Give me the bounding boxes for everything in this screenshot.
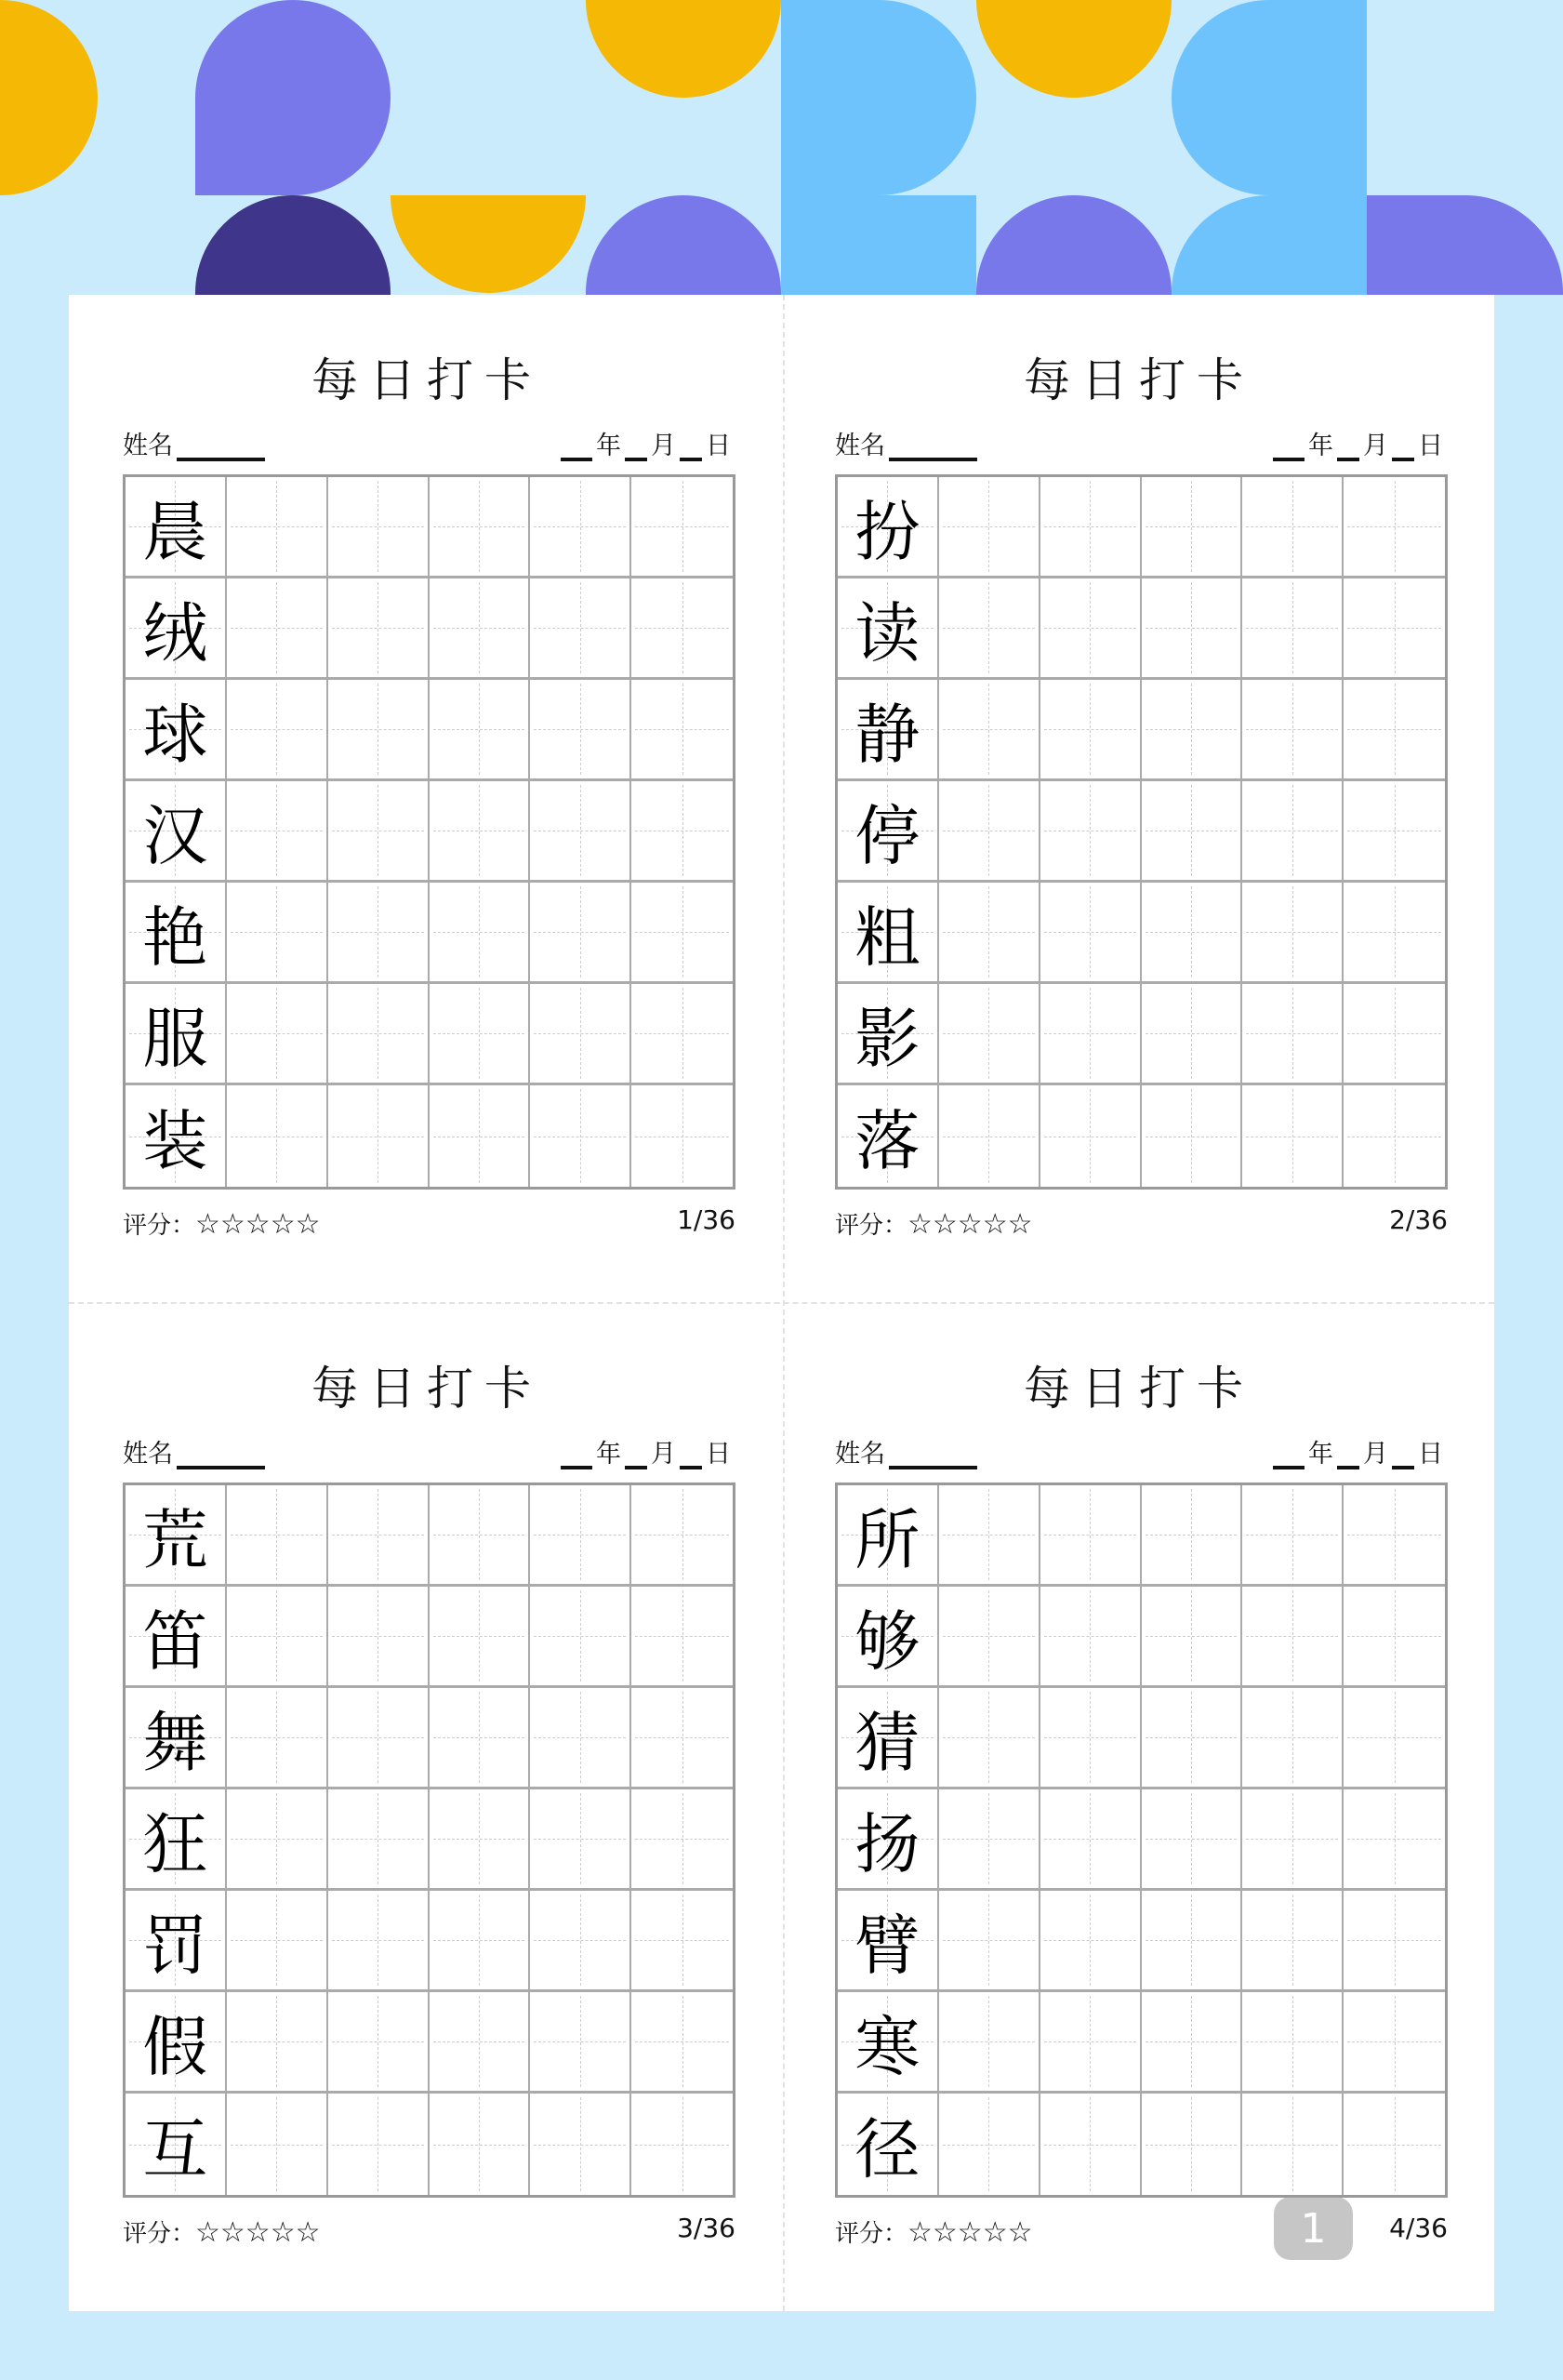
name-blank bbox=[889, 1442, 977, 1469]
grid-cell bbox=[328, 883, 430, 984]
decor-shape bbox=[586, 195, 781, 295]
day-blank bbox=[1392, 433, 1414, 461]
decor-shape bbox=[195, 0, 391, 195]
grid-cell bbox=[1040, 883, 1142, 984]
grid-cell bbox=[430, 781, 531, 883]
sheet-title: 每日打卡 bbox=[1024, 1362, 1254, 1416]
star-rating-icon: ☆☆☆☆☆ bbox=[907, 2216, 1033, 2249]
grid-cell bbox=[430, 883, 531, 984]
grid-cell bbox=[430, 1688, 531, 1789]
year-blank bbox=[1273, 433, 1305, 461]
score-row bbox=[123, 1206, 321, 1241]
grid-cell bbox=[1040, 2094, 1142, 2195]
grid-cell bbox=[1242, 1085, 1344, 1187]
sheet-title: 每日打卡 bbox=[311, 1362, 542, 1416]
grid-cell bbox=[631, 1789, 733, 1891]
month-blank bbox=[625, 433, 647, 461]
grid-cell bbox=[1142, 1485, 1243, 1587]
name-blank bbox=[177, 1442, 265, 1469]
grid-cell bbox=[1242, 883, 1344, 984]
name-label: 姓名 bbox=[835, 432, 885, 460]
score-row bbox=[835, 2214, 1033, 2249]
grid-cell bbox=[631, 1992, 733, 2094]
practice-sheet bbox=[783, 295, 1495, 1302]
grid-cell bbox=[838, 1688, 939, 1789]
grid-cell bbox=[328, 578, 430, 680]
model-character: 臂 bbox=[854, 1907, 921, 1984]
model-character: 落 bbox=[854, 1103, 921, 1179]
grid-cell bbox=[1040, 1789, 1142, 1891]
star-rating-icon: ☆☆☆☆☆ bbox=[195, 1208, 321, 1241]
star-rating-icon: ☆☆☆☆☆ bbox=[195, 2216, 321, 2249]
name-field bbox=[835, 425, 981, 461]
page-number: 1/36 bbox=[677, 1204, 735, 1235]
decor-shape bbox=[781, 195, 976, 295]
grid-cell bbox=[328, 984, 430, 1085]
grid-cell bbox=[530, 1891, 631, 1992]
date-field bbox=[1269, 1433, 1443, 1469]
grid-cell bbox=[227, 984, 328, 1085]
grid-cell bbox=[1040, 1485, 1142, 1587]
grid-cell bbox=[1142, 1891, 1243, 1992]
grid-cell bbox=[1242, 984, 1344, 1085]
grid-cell bbox=[939, 1485, 1040, 1587]
year-blank bbox=[561, 1442, 592, 1469]
sheet-title: 每日打卡 bbox=[1024, 353, 1254, 407]
grid-cell bbox=[530, 1688, 631, 1789]
practice-sheet bbox=[783, 1303, 1495, 2310]
grid-cell bbox=[430, 984, 531, 1085]
grid-cell bbox=[631, 781, 733, 883]
grid-cell bbox=[838, 2094, 939, 2195]
grid-cell bbox=[631, 1085, 733, 1187]
score-row bbox=[123, 2214, 321, 2249]
grid-cell bbox=[1344, 1485, 1445, 1587]
image-counter-badge[interactable]: 1 bbox=[1274, 2197, 1353, 2260]
grid-cell bbox=[1344, 984, 1445, 1085]
grid-cell bbox=[1142, 1789, 1243, 1891]
grid-cell bbox=[530, 883, 631, 984]
month-blank bbox=[625, 1442, 647, 1469]
grid-cell bbox=[939, 2094, 1040, 2195]
grid-cell bbox=[1142, 1587, 1243, 1688]
grid-cell bbox=[430, 477, 531, 578]
grid-cell bbox=[126, 1485, 227, 1587]
grid-cell bbox=[838, 883, 939, 984]
grid-cell bbox=[939, 781, 1040, 883]
decor-shape bbox=[976, 195, 1172, 295]
grid-cell bbox=[1344, 477, 1445, 578]
grid-cell bbox=[1242, 1688, 1344, 1789]
grid-cell bbox=[126, 1085, 227, 1187]
grid-cell bbox=[227, 1891, 328, 1992]
decor-shape bbox=[976, 0, 1172, 98]
grid-cell bbox=[631, 578, 733, 680]
grid-cell bbox=[430, 1992, 531, 2094]
day-blank bbox=[680, 433, 702, 461]
grid-cell bbox=[328, 781, 430, 883]
grid-cell bbox=[227, 1789, 328, 1891]
grid-cell bbox=[328, 680, 430, 781]
grid-cell bbox=[227, 2094, 328, 2195]
grid-cell bbox=[1344, 1085, 1445, 1187]
day-label: 日 bbox=[706, 1440, 731, 1469]
model-character: 笛 bbox=[142, 1602, 208, 1680]
grid-cell bbox=[939, 477, 1040, 578]
grid-cell bbox=[631, 680, 733, 781]
grid-cell bbox=[631, 984, 733, 1085]
name-field bbox=[123, 1433, 269, 1469]
grid-cell bbox=[838, 1485, 939, 1587]
grid-cell bbox=[430, 1789, 531, 1891]
model-character: 球 bbox=[142, 696, 208, 773]
grid-cell bbox=[1040, 1085, 1142, 1187]
grid-cell bbox=[1142, 883, 1243, 984]
model-character: 猜 bbox=[854, 1704, 921, 1781]
month-blank bbox=[1337, 1442, 1359, 1469]
grid-cell bbox=[838, 1587, 939, 1688]
name-blank bbox=[889, 433, 977, 461]
model-character: 所 bbox=[854, 1501, 921, 1578]
model-character: 读 bbox=[854, 594, 921, 671]
model-character: 荒 bbox=[142, 1501, 208, 1578]
grid-cell bbox=[126, 1992, 227, 2094]
grid-cell bbox=[838, 1789, 939, 1891]
grid-cell bbox=[939, 680, 1040, 781]
grid-cell bbox=[126, 680, 227, 781]
name-label: 姓名 bbox=[123, 1440, 173, 1469]
grid-cell bbox=[1242, 680, 1344, 781]
score-label: 评分： bbox=[123, 2220, 196, 2248]
decor-shape bbox=[195, 195, 391, 295]
grid-cell bbox=[1040, 680, 1142, 781]
grid-cell bbox=[328, 1891, 430, 1992]
model-character: 假 bbox=[142, 2008, 208, 2085]
name-field bbox=[123, 425, 269, 461]
grid-cell bbox=[227, 1587, 328, 1688]
grid-cell bbox=[530, 680, 631, 781]
grid-cell bbox=[430, 1891, 531, 1992]
name-field bbox=[835, 1433, 981, 1469]
date-field bbox=[557, 1433, 731, 1469]
date-field bbox=[1269, 425, 1443, 461]
grid-cell bbox=[631, 1587, 733, 1688]
grid-cell bbox=[838, 1992, 939, 2094]
page-number: 3/36 bbox=[677, 2213, 735, 2243]
grid-cell bbox=[939, 1992, 1040, 2094]
grid-cell bbox=[530, 1085, 631, 1187]
day-label: 日 bbox=[1418, 432, 1443, 460]
grid-cell bbox=[126, 1891, 227, 1992]
grid-cell bbox=[328, 1485, 430, 1587]
grid-cell bbox=[328, 1992, 430, 2094]
grid-cell bbox=[631, 1485, 733, 1587]
page-number: 4/36 bbox=[1389, 2213, 1448, 2243]
grid-cell bbox=[1142, 2094, 1243, 2195]
grid-cell bbox=[1242, 2094, 1344, 2195]
grid-cell bbox=[227, 883, 328, 984]
grid-cell bbox=[126, 578, 227, 680]
model-character: 寒 bbox=[854, 2008, 921, 2085]
decor-shape bbox=[1172, 0, 1367, 195]
decor-shape bbox=[1367, 195, 1563, 295]
grid-cell bbox=[227, 578, 328, 680]
grid-cell bbox=[838, 984, 939, 1085]
grid-cell bbox=[838, 781, 939, 883]
model-character: 绒 bbox=[142, 594, 208, 671]
grid-cell bbox=[1142, 477, 1243, 578]
decor-shape bbox=[0, 0, 98, 195]
grid-cell bbox=[631, 477, 733, 578]
grid-cell bbox=[1242, 1992, 1344, 2094]
grid-cell bbox=[1142, 680, 1243, 781]
model-character: 停 bbox=[854, 797, 921, 874]
practice-sheet bbox=[71, 1303, 783, 2310]
model-character: 舞 bbox=[142, 1704, 208, 1781]
grid-cell bbox=[430, 578, 531, 680]
grid-cell bbox=[838, 1085, 939, 1187]
grid-cell bbox=[1242, 578, 1344, 680]
grid-cell bbox=[1344, 2094, 1445, 2195]
writing-grid bbox=[835, 474, 1448, 1190]
grid-cell bbox=[227, 781, 328, 883]
model-character: 服 bbox=[142, 1000, 208, 1077]
month-label: 月 bbox=[1363, 432, 1388, 460]
grid-cell bbox=[1344, 1688, 1445, 1789]
grid-cell bbox=[227, 477, 328, 578]
grid-cell bbox=[1040, 578, 1142, 680]
star-rating-icon: ☆☆☆☆☆ bbox=[907, 1208, 1033, 1241]
grid-cell bbox=[838, 578, 939, 680]
grid-cell bbox=[227, 680, 328, 781]
model-character: 狂 bbox=[142, 1805, 208, 1882]
grid-cell bbox=[1142, 1085, 1243, 1187]
grid-cell bbox=[631, 2094, 733, 2195]
model-character: 径 bbox=[854, 2111, 921, 2187]
grid-cell bbox=[530, 578, 631, 680]
grid-cell bbox=[530, 1587, 631, 1688]
grid-cell bbox=[1344, 1789, 1445, 1891]
month-blank bbox=[1337, 433, 1359, 461]
grid-cell bbox=[430, 680, 531, 781]
grid-cell bbox=[939, 1688, 1040, 1789]
grid-cell bbox=[1344, 883, 1445, 984]
grid-cell bbox=[530, 781, 631, 883]
grid-cell bbox=[939, 1891, 1040, 1992]
model-character: 粗 bbox=[854, 898, 921, 976]
model-character: 艳 bbox=[142, 898, 208, 976]
grid-cell bbox=[1142, 984, 1243, 1085]
model-character: 汉 bbox=[142, 797, 208, 874]
grid-cell bbox=[126, 883, 227, 984]
day-blank bbox=[1392, 1442, 1414, 1469]
grid-cell bbox=[530, 984, 631, 1085]
year-label: 年 bbox=[596, 1440, 621, 1469]
model-character: 够 bbox=[854, 1602, 921, 1680]
score-row bbox=[835, 1206, 1033, 1241]
decor-shape bbox=[391, 98, 586, 293]
grid-cell bbox=[1344, 1891, 1445, 1992]
year-label: 年 bbox=[1308, 432, 1333, 460]
grid-cell bbox=[1142, 1992, 1243, 2094]
grid-cell bbox=[430, 1085, 531, 1187]
grid-cell bbox=[328, 1085, 430, 1187]
model-character: 晨 bbox=[142, 493, 208, 570]
grid-cell bbox=[126, 781, 227, 883]
grid-cell bbox=[126, 984, 227, 1085]
score-label: 评分： bbox=[123, 1212, 196, 1240]
grid-cell bbox=[1040, 984, 1142, 1085]
grid-cell bbox=[530, 2094, 631, 2195]
grid-cell bbox=[1040, 781, 1142, 883]
grid-cell bbox=[1344, 1992, 1445, 2094]
score-label: 评分： bbox=[835, 1212, 908, 1240]
grid-cell bbox=[530, 1789, 631, 1891]
grid-cell bbox=[227, 1992, 328, 2094]
model-character: 互 bbox=[142, 2111, 208, 2187]
grid-cell bbox=[939, 883, 1040, 984]
grid-cell bbox=[328, 1789, 430, 1891]
grid-cell bbox=[227, 1085, 328, 1187]
grid-cell bbox=[1242, 1789, 1344, 1891]
grid-cell bbox=[1344, 1587, 1445, 1688]
writing-grid bbox=[835, 1483, 1448, 2198]
day-label: 日 bbox=[1418, 1440, 1443, 1469]
score-label: 评分： bbox=[835, 2220, 908, 2248]
date-field bbox=[557, 425, 731, 461]
month-label: 月 bbox=[651, 1440, 676, 1469]
year-label: 年 bbox=[1308, 1440, 1333, 1469]
grid-cell bbox=[1344, 680, 1445, 781]
grid-cell bbox=[430, 2094, 531, 2195]
year-blank bbox=[1273, 1442, 1305, 1469]
day-blank bbox=[680, 1442, 702, 1469]
writing-grid bbox=[123, 474, 735, 1190]
grid-cell bbox=[430, 1587, 531, 1688]
grid-cell bbox=[1242, 1587, 1344, 1688]
model-character: 静 bbox=[854, 696, 921, 773]
year-blank bbox=[561, 433, 592, 461]
name-label: 姓名 bbox=[835, 1440, 885, 1469]
grid-cell bbox=[126, 477, 227, 578]
grid-cell bbox=[838, 680, 939, 781]
name-blank bbox=[177, 433, 265, 461]
grid-cell bbox=[939, 984, 1040, 1085]
decor-shape bbox=[781, 0, 976, 195]
grid-cell bbox=[838, 477, 939, 578]
sheet-title: 每日打卡 bbox=[311, 353, 542, 407]
month-label: 月 bbox=[1363, 1440, 1388, 1469]
grid-cell bbox=[328, 477, 430, 578]
grid-cell bbox=[1040, 1891, 1142, 1992]
grid-cell bbox=[126, 2094, 227, 2195]
grid-cell bbox=[1344, 578, 1445, 680]
grid-cell bbox=[126, 1587, 227, 1688]
grid-cell bbox=[631, 1891, 733, 1992]
grid-cell bbox=[939, 578, 1040, 680]
decorative-header-pattern bbox=[0, 0, 1563, 295]
decor-shape bbox=[586, 0, 781, 98]
year-label: 年 bbox=[596, 432, 621, 460]
practice-sheet bbox=[71, 295, 783, 1302]
grid-cell bbox=[126, 1789, 227, 1891]
day-label: 日 bbox=[706, 432, 731, 460]
grid-cell bbox=[530, 1992, 631, 2094]
grid-cell bbox=[530, 477, 631, 578]
grid-cell bbox=[1142, 781, 1243, 883]
decor-shape bbox=[1172, 195, 1367, 295]
grid-cell bbox=[1040, 1587, 1142, 1688]
grid-cell bbox=[1242, 1891, 1344, 1992]
grid-cell bbox=[126, 1688, 227, 1789]
grid-cell bbox=[939, 1085, 1040, 1187]
grid-cell bbox=[838, 1891, 939, 1992]
grid-cell bbox=[328, 1587, 430, 1688]
grid-cell bbox=[631, 1688, 733, 1789]
model-character: 扮 bbox=[854, 493, 921, 570]
model-character: 罚 bbox=[142, 1907, 208, 1984]
grid-cell bbox=[939, 1587, 1040, 1688]
model-character: 扬 bbox=[854, 1805, 921, 1882]
grid-cell bbox=[1344, 781, 1445, 883]
grid-cell bbox=[1242, 1485, 1344, 1587]
grid-cell bbox=[1142, 1688, 1243, 1789]
grid-cell bbox=[939, 1789, 1040, 1891]
grid-cell bbox=[1040, 1688, 1142, 1789]
grid-cell bbox=[227, 1485, 328, 1587]
page-number: 2/36 bbox=[1389, 1204, 1448, 1235]
grid-cell bbox=[530, 1485, 631, 1587]
grid-cell bbox=[328, 2094, 430, 2195]
grid-cell bbox=[1142, 578, 1243, 680]
grid-cell bbox=[430, 1485, 531, 1587]
month-label: 月 bbox=[651, 432, 676, 460]
grid-cell bbox=[328, 1688, 430, 1789]
model-character: 影 bbox=[854, 1000, 921, 1077]
grid-cell bbox=[227, 1688, 328, 1789]
name-label: 姓名 bbox=[123, 432, 173, 460]
grid-cell bbox=[631, 883, 733, 984]
model-character: 装 bbox=[142, 1103, 208, 1179]
writing-grid bbox=[123, 1483, 735, 2198]
grid-cell bbox=[1040, 1992, 1142, 2094]
grid-cell bbox=[1242, 477, 1344, 578]
grid-cell bbox=[1040, 477, 1142, 578]
grid-cell bbox=[1242, 781, 1344, 883]
